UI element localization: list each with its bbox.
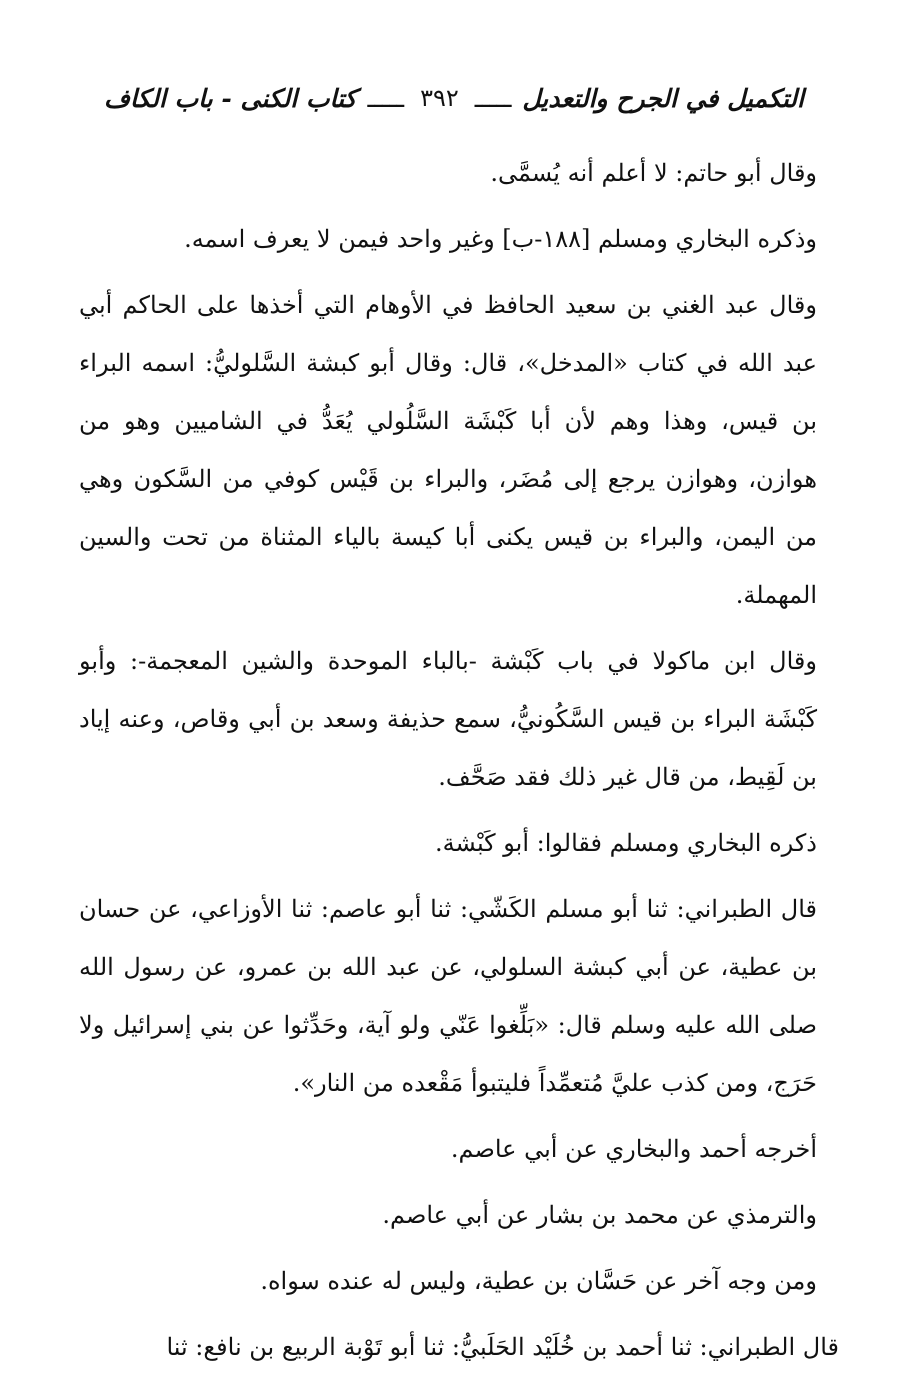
paragraph-3: وقال عبد الغني بن سعيد الحافظ في الأوهام التي أخذها على الحاكم أبي عبد الله في كتاب «المدخل»، قال: وقال أبو كبشة السَّلوليُّ: اسمه البراء بن قيس، وهذا وهم لأن أبا كَبْشَة السَّلُولي يُعَدُّ في الشاميين وهو من هوازن، وهوازن يرجع إلى مُضَر، والبراء بن قَيْس كوفي من السَّكون وهي من اليمن، والبراء بن قيس يكنى أبا كيسة بالياء المثناة من تحت والسين المهملة.: [79, 291, 817, 609]
header-page-marker: [368, 84, 512, 113]
paragraph-6: قال الطبراني: ثنا أبو مسلم الكَشّي: ثنا أبو عاصم: ثنا الأوزاعي، عن حسان بن عطية، عن أبي كبشة السلولي، عن عبد الله بن عمرو، عن رسول الله صلى الله عليه وسلم قال: «بَلِّغوا عَنّي ولو آية، وحَدِّثوا عن بني إسرائيل ولا حَرَج، ومن كذب عليَّ مُتعمِّداً فليتبوأ مَقْعده من النار».: [79, 895, 817, 1097]
paragraph-8: والترمذي عن محمد بن بشار عن أبي عاصم.: [382, 1201, 817, 1229]
page-body: [79, 144, 839, 1384]
paragraph-2: وذكره البخاري ومسلم [١٨٨-ب] وغير واحد فيمن لا يعرف اسمه.: [184, 225, 817, 253]
section-title: كتاب الكنى - باب الكاف: [104, 83, 357, 113]
header-dash-right: ـــــ: [474, 83, 512, 113]
paragraph-10: قال الطبراني: ثنا أحمد بن خُلَيْد الحَلَبيُّ: ثنا أبو تَوْبة الربيع بن نافع: ثنا: [166, 1333, 839, 1361]
paragraph-4: وقال ابن ماكولا في باب كَبْشة -بالباء الموحدة والشين المعجمة-: وأبو كَبْشَة البراء بن قيس السَّكُونيُّ، سمع حذيفة وسعد بن أبي وقاص، وعنه إياد بن لَقِيط، من قال غير ذلك فقد صَحَّف.: [79, 647, 817, 791]
book-title: التكميل في الجرح والتعديل: [522, 83, 804, 113]
paragraph-9: ومن وجه آخر عن حَسَّان بن عطية، وليس له عنده سواه.: [260, 1267, 817, 1295]
running-header: [104, 78, 804, 118]
page-number: ٣٩٢: [420, 84, 459, 112]
paragraph-1: وقال أبو حاتم: لا أعلم أنه يُسمَّى.: [490, 159, 817, 187]
paragraph-7: أخرجه أحمد والبخاري عن أبي عاصم.: [450, 1135, 817, 1163]
header-dash-left: ـــــ: [367, 83, 405, 113]
paragraph-5: ذكره البخاري ومسلم فقالوا: أبو كَبْشة.: [435, 829, 817, 857]
